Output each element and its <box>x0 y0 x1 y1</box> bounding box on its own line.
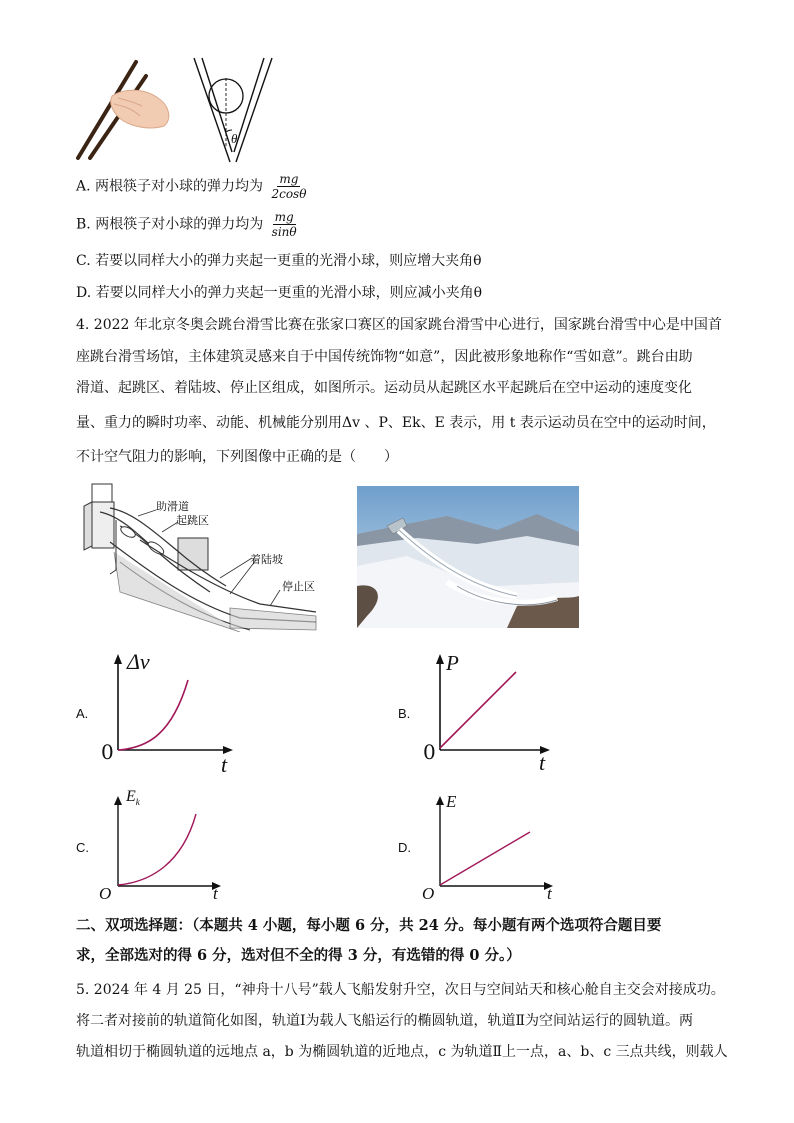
graph-d-ylabel: E <box>446 792 457 811</box>
graph-b-ylabel: P <box>446 651 459 675</box>
graph-b-xlabel: t <box>539 750 546 775</box>
q3-option-b: B. 两根筷子对小球的弹力均为 $\frac{mg}{\sin\theta}$ <box>76 210 297 239</box>
label-runway: 助滑道 <box>156 500 189 513</box>
q3-option-d: D. 若要以同样大小的弹力夹起一更重的光滑小球，则应减小夹角θ <box>76 285 483 301</box>
graph-d-xlabel: t <box>547 884 552 903</box>
graph-d-label: D. <box>398 840 411 855</box>
graph-d-origin: O <box>422 884 435 903</box>
angle-theta-label: θ <box>231 131 238 146</box>
ski-jump-venue-photo <box>357 486 579 628</box>
q4-line-5: 不计空气阻力的影响，下列图像中正确的是（ ） <box>76 449 398 465</box>
q4-line-2: 座跳台滑雪场馆，主体建筑灵感来自于中国传统饰物“如意”，因此被形象地称作“雪如意”。跳台由助 <box>76 349 693 365</box>
graph-a-ylabel: Δv <box>127 649 150 674</box>
graph-b-origin: 0 <box>423 740 436 764</box>
graph-c-label: C. <box>76 840 89 855</box>
chopsticks-hand-illustration <box>74 58 174 162</box>
graph-c-origin: O <box>99 884 112 903</box>
graph-d <box>420 790 560 900</box>
q5-line-2: 将二者对接前的轨道简化如图，轨道Ⅰ为载人飞船运行的椭圆轨道，轨道Ⅱ为空间站运行的圆轨道。两 <box>76 1013 694 1029</box>
graph-a-origin: 0 <box>101 740 114 764</box>
graph-a-curve <box>118 680 188 750</box>
graph-b-line <box>440 672 516 748</box>
q4-line-3: 滑道、起跳区、着陆坡、停止区组成，如图所示。运动员从起跳区水平起跳后在空中运动的速度变化 <box>76 380 692 396</box>
graph-b-label: B. <box>398 706 411 721</box>
graph-c <box>98 790 228 900</box>
q5-line-1: 5. 2024 年 4 月 25 日，“神舟十八号”载人飞船发射升空，次日与空间站天和核心舱自主交会对接成功。 <box>76 982 725 998</box>
graph-d-line <box>440 832 530 885</box>
graph-a-label: A. <box>76 706 89 721</box>
label-landing-slope: 着陆坡 <box>250 553 283 566</box>
fraction: $\frac{mg}{\sin\theta}$ <box>271 210 297 239</box>
graph-a-xlabel: t <box>221 752 228 777</box>
ski-jump-structure-diagram <box>80 482 320 632</box>
graph-c-xlabel: t <box>213 884 218 903</box>
graph-a <box>98 650 238 775</box>
label-takeoff-zone: 起跳区 <box>176 514 209 527</box>
label-stop-zone: 停止区 <box>282 580 315 593</box>
q3-option-c: C. 若要以同样大小的弹力夹起一更重的光滑小球，则应增大夹角θ <box>76 253 482 269</box>
graph-c-curve <box>118 814 196 885</box>
section2-heading-line1: 二、双项选择题：（本题共 4 小题，每小题 6 分，共 24 分。每小题有两个选项符合题目要 <box>76 917 662 934</box>
graph-c-ylabel: $E_k$ <box>126 788 140 808</box>
ball-between-chopsticks-diagram <box>190 56 276 166</box>
section2-heading-line2: 求，全部选对的得 6 分，选对但不全的得 3 分，有选错的得 0 分。） <box>76 947 521 964</box>
q4-line-1: 4. 2022 年北京冬奥会跳台滑雪比赛在张家口赛区的国家跳台滑雪中心进行，国家跳台滑雪中心是中国首 <box>76 317 722 333</box>
q5-line-3: 轨道相切于椭圆轨道的远地点 a，b 为椭圆轨道的近地点，c 为轨道Ⅱ上一点，a、b、c 三点共线，则载人 <box>76 1044 728 1060</box>
q3-option-a: A. 两根筷子对小球的弹力均为 $\frac{mg}{2\cos\theta}$ <box>76 172 307 201</box>
q4-line-4: 量、重力的瞬时功率、动能、机械能分别用Δv 、P、Ek、E 表示，用 t 表示运动员在空中的运动时间， <box>76 415 716 431</box>
fraction: $\frac{mg}{2\cos\theta}$ <box>271 172 307 201</box>
